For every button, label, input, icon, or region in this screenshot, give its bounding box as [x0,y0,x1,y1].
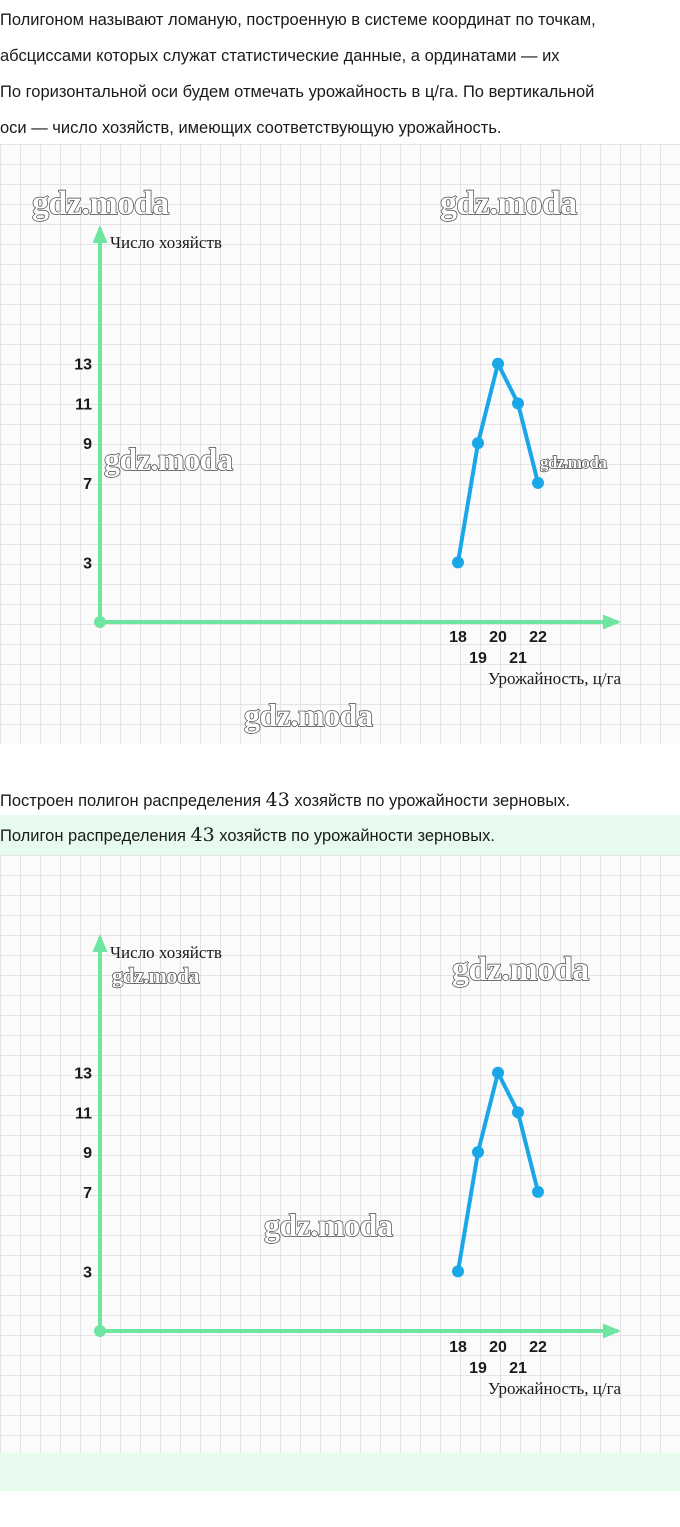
origin-dot [94,1325,106,1337]
watermark: gdz.moda [104,441,233,477]
x-axis-label: Урожайность, ц/га [488,1379,622,1398]
x-tick-label: 22 [529,1339,547,1356]
x-tick-label: 18 [449,1339,467,1356]
answer-after: хозяйств по урожайности зерновых. [214,827,495,845]
watermark: gdz.moda [244,697,373,733]
x-tick-label: 18 [449,629,467,646]
y-tick-label: 7 [83,1184,92,1202]
x-tick-label: 19 [469,1360,487,1377]
y-tick-label: 3 [83,555,92,573]
origin-dot [94,616,106,628]
watermark: gdz.moda [264,1207,393,1243]
x-axis-label: Урожайность, ц/га [488,669,622,688]
polygon-line [458,1073,538,1272]
data-point [452,1265,464,1277]
intro-line: По горизонтальной оси будем отмечать урожайность в ц/га. По вертикальной [0,83,595,101]
answer-number: 43 [190,824,215,846]
y-axis-label: Число хозяйств [110,943,222,962]
answer-text [0,817,680,853]
x-tick-label: 22 [529,629,547,646]
intro-line: абсциссами которых служат статистические данные, а ординатами — их [0,47,560,65]
statement-before: Построен полигон распределения [0,792,266,810]
watermark: gdz.moda [112,963,200,988]
watermark: gdz.moda [540,453,607,472]
y-tick-label: 13 [74,1065,92,1083]
y-tick-label: 3 [83,1264,92,1282]
chart-svg-2 [0,855,680,1453]
x-tick-label: 21 [509,650,527,667]
statement-number: 43 [265,789,290,811]
x-tick-label: 20 [489,1339,507,1356]
answer-block-bottom [0,1453,680,1491]
data-point [472,1146,484,1158]
x-tick-label: 19 [469,650,487,667]
polygon-line [458,364,538,563]
data-point [512,397,524,409]
data-point [532,1186,544,1198]
chart-svg-1 [0,144,680,744]
data-point [532,477,544,489]
intro-line: Полигоном называют ломаную, построенную в системе координат по точкам, [0,11,596,29]
data-point [512,1106,524,1118]
statement-after: хозяйств по урожайности зерновых. [289,792,571,810]
data-point [492,358,504,370]
y-tick-label: 7 [83,475,92,493]
y-tick-label: 11 [75,396,92,414]
x-tick-label: 20 [489,629,507,646]
x-tick-label: 21 [509,1360,527,1377]
data-point [452,556,464,568]
watermark: gdz.moda [32,185,169,222]
data-point [472,437,484,449]
intro-line: оси — число хозяйств, имеющих соответствующую урожайность. [0,119,502,137]
statement-text [0,782,680,818]
watermark: gdz.moda [452,951,589,988]
watermark: gdz.moda [440,185,577,222]
y-tick-label: 11 [75,1105,92,1123]
intro-paragraph [0,2,680,146]
answer-before: Полигон распределения [0,827,191,845]
y-tick-label: 13 [74,356,92,374]
figure-polygon-1 [0,144,680,744]
data-point [492,1067,504,1079]
figure-polygon-2 [0,855,680,1453]
y-axis-label: Число хозяйств [110,233,222,252]
y-tick-label: 9 [83,436,92,454]
y-tick-label: 9 [83,1145,92,1163]
